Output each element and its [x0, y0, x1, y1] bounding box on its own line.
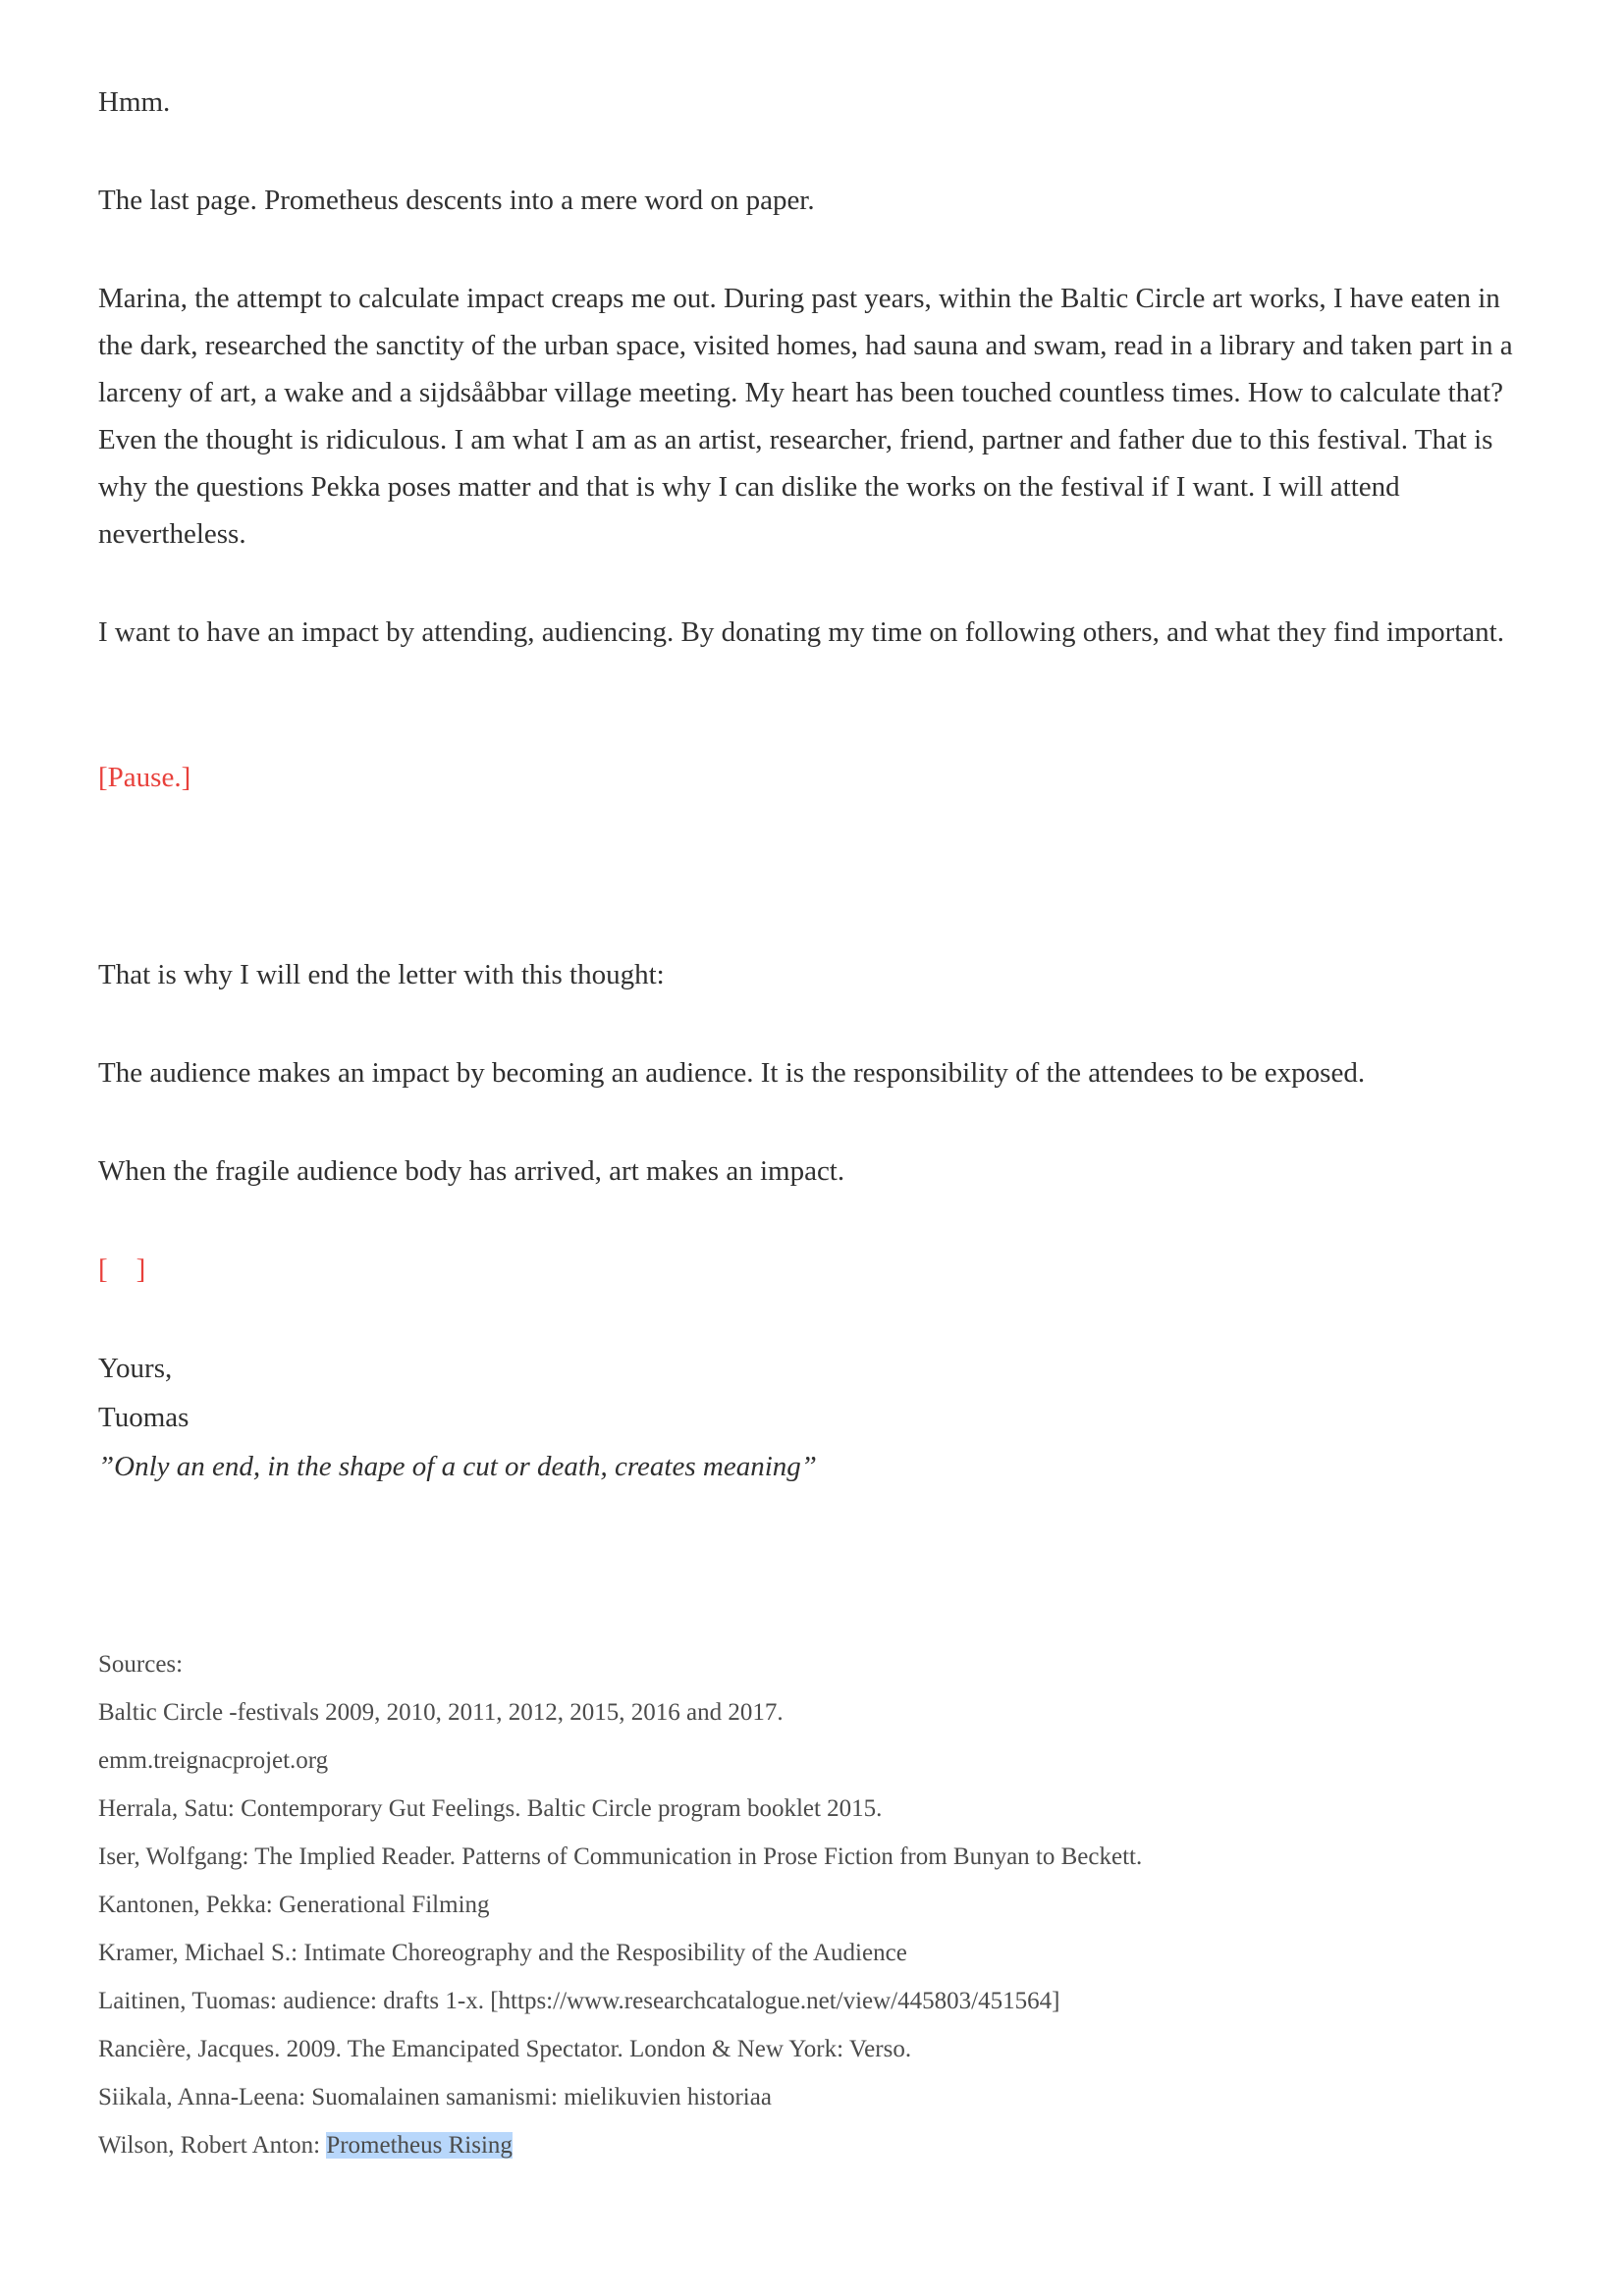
selected-text-highlight: Prometheus Rising [326, 2132, 513, 2159]
signature-yours: Yours, [98, 1353, 173, 1384]
source-item-laitinen: Laitinen, Tuomas: audience: drafts 1-x. [https://www.researchcatalogue.net/view/445803/451564] [98, 1988, 1060, 2014]
signature-name: Tuomas [98, 1402, 189, 1433]
paragraph-hmm: Hmm. [98, 86, 171, 118]
source-item-wilson [98, 2121, 1521, 2169]
closing-quote: ”Only an end, in the shape of a cut or death, creates meaning” [98, 1451, 817, 1482]
pause-marker: [Pause.] [98, 762, 191, 793]
paragraph-last-page: The last page. Prometheus descents into a mere word on paper. [98, 185, 815, 216]
sources-section [98, 1640, 1521, 2169]
source-item-wilson-prefix: Wilson, Robert Anton: [98, 2132, 327, 2159]
paragraph-end-letter-thought: That is why I will end the letter with this thought: [98, 959, 665, 990]
empty-brackets-marker: [ ] [98, 1254, 146, 1285]
source-item-kramer: Kramer, Michael S.: Intimate Choreography and the Resposibility of the Audience [98, 1940, 907, 1966]
paragraph-marina: Marina, the attempt to calculate impact creaps me out. During past years, within the Baltic Circle art works, I have eaten in the dark, researched the sanctity of the urban space, visited homes, had sauna and swam, read in a library and taken part in a larceny of art, a wake and a sijdsååbbar village meeting. My heart has been touched countless times. How to calculate that? Even the thought is ridiculous. I am what I am as an artist, researcher, friend, partner and father due to this festival. That is why the questions Pekka poses matter and that is why I can dislike the works on the festival if I want. I will attend nevertheless. [98, 283, 1513, 550]
paragraph-audience-makes-impact: The audience makes an impact by becoming an audience. It is the responsibility of the attendees to be exposed. [98, 1057, 1366, 1089]
source-item-baltic-circle: Baltic Circle -festivals 2009, 2010, 2011, 2012, 2015, 2016 and 2017. [98, 1699, 784, 1726]
source-item-ranciere: Rancière, Jacques. 2009. The Emancipated Spectator. London & New York: Verso. [98, 2036, 912, 2062]
sources-title: Sources: [98, 1651, 184, 1678]
source-item-herrala: Herrala, Satu: Contemporary Gut Feelings. Baltic Circle program booklet 2015. [98, 1795, 883, 1822]
paragraph-fragile-audience: When the fragile audience body has arrived, art makes an impact. [98, 1155, 845, 1187]
source-item-treignacprojet: emm.treignacprojet.org [98, 1747, 329, 1774]
source-item-iser: Iser, Wolfgang: The Implied Reader. Patterns of Communication in Prose Fiction from Bunyan to Beckett. [98, 1843, 1143, 1870]
source-item-siikala: Siikala, Anna-Leena: Suomalainen samanismi: mielikuvien historiaa [98, 2084, 772, 2110]
paragraph-impact-by-attending: I want to have an impact by attending, audiencing. By donating my time on following others, and what they find important. [98, 616, 1504, 648]
source-item-kantonen: Kantonen, Pekka: Generational Filming [98, 1892, 490, 1918]
